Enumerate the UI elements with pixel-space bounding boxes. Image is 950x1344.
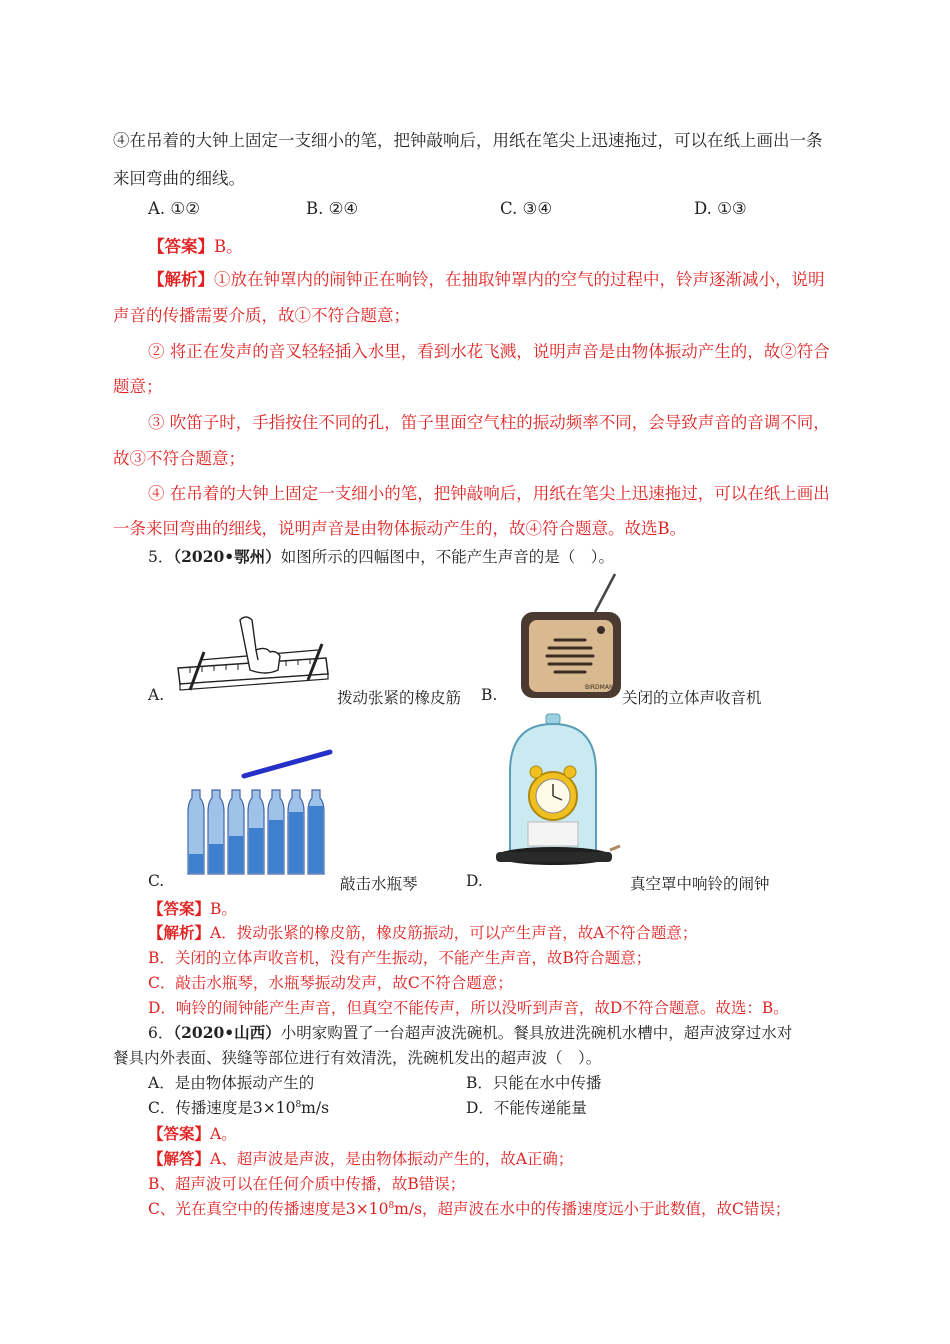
q4-line-1: ④在吊着的大钟上固定一支细小的笔，把钟敲响后，用纸在笔尖上迅速拖过，可以在纸上画出一条 xyxy=(113,131,823,150)
q5-analysis-line-2: B．关闭的立体声收音机，没有产生振动，不能产生声音，故B符合题意； xyxy=(148,949,652,967)
analysis-text: A、超声波是声波，是由物体振动产生的，故A正确； xyxy=(210,1150,574,1168)
analysis-tag: 【解析】 xyxy=(148,270,214,289)
q6-option-d: D．不能传递能量 xyxy=(466,1099,587,1117)
q5-option-c-caption: 敲击水瓶琴 xyxy=(340,875,418,893)
option-text: C．传播速度是3×10 xyxy=(148,1099,296,1117)
q5-answer xyxy=(148,897,237,919)
answer-tag: 【答案】 xyxy=(148,1124,211,1143)
q4-analysis-line-2: 声音的传播需要介质，故①不符合题意； xyxy=(113,306,410,325)
analysis-tag: 【解析】 xyxy=(148,923,211,942)
answer-value: B。 xyxy=(214,237,243,256)
q4-option-b: B. ②④ xyxy=(306,199,359,218)
q4-analysis-line-7: ④ 在吊着的大钟上固定一支细小的笔，把钟敲响后，用纸在笔尖上迅速拖过，可以在纸上画出 xyxy=(148,484,830,503)
unit-text: m/s xyxy=(301,1099,330,1117)
analysis-text: A．拨动张紧的橡皮筋，橡皮筋振动，可以产生声音，故A不符合题意； xyxy=(210,924,698,942)
question-number: 6． xyxy=(148,1024,174,1042)
q6-option-a: A．是由物体振动产生的 xyxy=(148,1074,315,1092)
analysis-text-tail: m/s，超声波在水中的传播速度远小于此数值，故C错误； xyxy=(394,1200,791,1218)
question-text: 如图所示的四幅图中，不能产生声音的是（ ）。 xyxy=(280,548,614,566)
q5-option-d-caption: 真空罩中响铃的闹钟 xyxy=(630,875,770,893)
question-number: 5． xyxy=(148,548,174,566)
q4-analysis-line-3: ② 将正在发声的音叉轻轻插入水里，看到水花飞溅，说明声音是由物体振动产生的，故②符合 xyxy=(148,342,830,361)
q6-option-b: B．只能在水中传播 xyxy=(466,1074,602,1092)
question-text: 小明家购置了一台超声波洗碗机。餐具放进洗碗机水槽中，超声波穿过水对 xyxy=(280,1024,793,1042)
q5-stem xyxy=(148,545,614,567)
q6-stem-line-2: 餐具内外表面、狭缝等部位进行有效清洗，洗碗机发出的超声波（ ）。 xyxy=(113,1049,602,1067)
q6-answer xyxy=(148,1122,237,1144)
exponent: 8 xyxy=(295,1100,302,1110)
water-bottles-figure xyxy=(180,746,340,878)
answer-tag: 【答案】 xyxy=(148,237,214,256)
q5-option-c-letter: C. xyxy=(148,872,165,890)
q4-option-a: A. ①② xyxy=(148,199,200,218)
q5-option-a-caption: 拨动张紧的橡皮筋 xyxy=(337,689,462,707)
q4-option-d: D. ①③ xyxy=(694,199,747,218)
rubber-band-ruler-figure xyxy=(170,610,335,702)
q4-analysis-line-5: ③ 吹笛子时，手指按住不同的孔，笛子里面空气柱的振动频率不同，会导致声音的音调不同， xyxy=(148,413,830,432)
analysis-text: C、光在真空中的传播速度是3×10 xyxy=(148,1200,389,1218)
radio-figure xyxy=(515,572,627,704)
q5-analysis-line-3: C．敲击水瓶琴，水瓶琴振动发声，故C不符合题意； xyxy=(148,974,513,992)
analysis-tag: 【解答】 xyxy=(148,1149,211,1168)
q4-analysis-line-8: 一条来回弯曲的细线，说明声音是由物体振动产生的，故④符合题意。故选B。 xyxy=(113,519,687,538)
question-source: （2020•鄂州） xyxy=(173,547,281,566)
q6-analysis-line-2: B、超声波可以在任何介质中传播，故B错误； xyxy=(148,1175,466,1193)
exponent: 8 xyxy=(388,1201,395,1211)
q6-analysis-line-3 xyxy=(148,1197,790,1219)
q4-analysis-line-6: 故③不符合题意； xyxy=(113,449,245,468)
answer-tag: 【答案】 xyxy=(148,899,211,918)
question-source: （2020•山西） xyxy=(173,1023,281,1042)
q5-option-d-letter: D. xyxy=(466,872,483,890)
q5-option-b-letter: B. xyxy=(481,686,498,704)
analysis-text: ①放在钟罩内的闹钟正在响铃，在抽取钟罩内的空气的过程中，铃声逐渐减小，说明 xyxy=(214,270,825,289)
q5-option-b-caption: 关闭的立体声收音机 xyxy=(622,689,762,707)
q6-analysis-line-1 xyxy=(148,1147,573,1169)
q4-analysis-line-1 xyxy=(148,266,825,290)
q4-line-2: 来回弯曲的细线。 xyxy=(113,169,245,188)
answer-value: B。 xyxy=(210,900,237,918)
bell-jar-clock-figure xyxy=(492,712,622,872)
q4-analysis-line-4: 题意； xyxy=(113,377,163,396)
answer-value: A。 xyxy=(210,1125,237,1143)
q5-option-a-letter: A. xyxy=(148,686,165,704)
q6-stem-line-1 xyxy=(148,1021,792,1043)
q5-analysis-line-4: D．响铃的闹钟能产生声音，但真空不能传声，所以没听到声音，故D不符合题意。故选：B。 xyxy=(148,999,789,1017)
q4-option-c: C. ③④ xyxy=(500,199,553,218)
q4-answer xyxy=(148,233,243,257)
radio-brand-label: BIRDMAN xyxy=(585,684,614,691)
q6-option-c xyxy=(148,1096,329,1118)
q5-analysis-line-1 xyxy=(148,921,697,943)
